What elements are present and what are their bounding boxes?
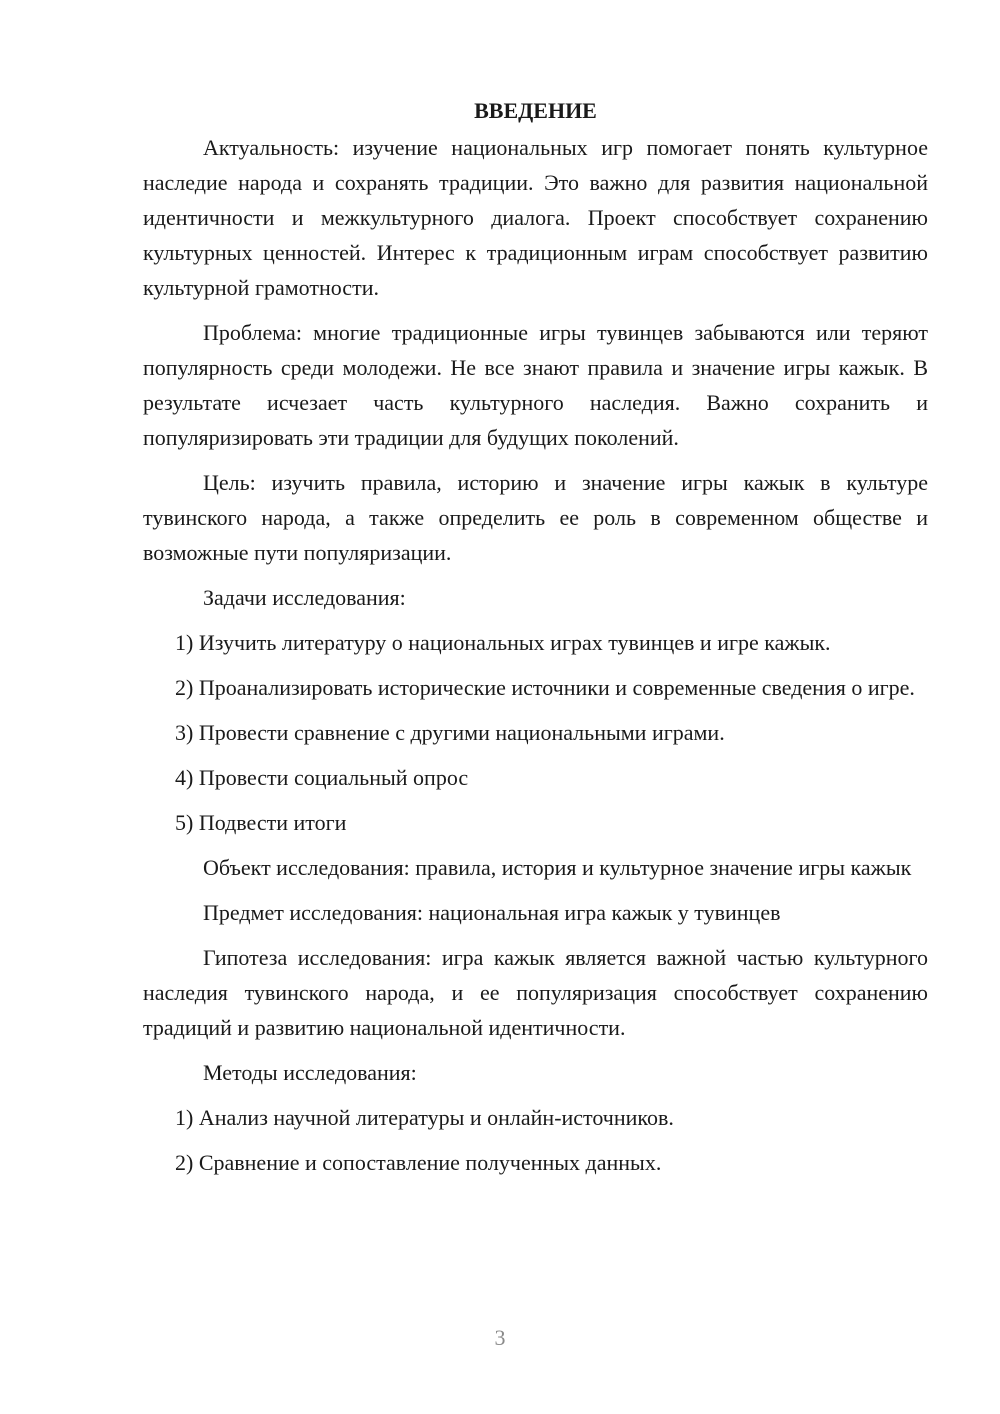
object-paragraph: Объект исследования: правила, история и культурное значение игры кажык bbox=[203, 855, 912, 880]
subject-paragraph: Предмет исследования: национальная игра кажык у тувинцев bbox=[203, 900, 781, 925]
method-item-2: 2) Сравнение и сопоставление полученных данных. bbox=[175, 1150, 662, 1175]
page-number: 3 bbox=[494, 1325, 506, 1350]
document-page bbox=[143, 92, 928, 1180]
hypothesis-paragraph: Гипотеза исследования: игра кажык является важной частью культурного наследия тувинского народа, и ее популяризация способствует сохранению традиций и развитию национальной идентичности. bbox=[143, 945, 928, 1040]
page-title: ВВЕДЕНИЕ bbox=[474, 98, 597, 123]
problem-paragraph: Проблема: многие традиционные игры тувинцев забываются или теряют популярность среди молодежи. Не все знают правила и значение игры кажык. В результате исчезает часть культурного наследия. Важно сохранить и популяризировать эти традиции для будущих поколений. bbox=[143, 320, 928, 450]
task-item-3: 3) Провести сравнение с другими национальными играми. bbox=[175, 720, 725, 745]
task-item-5: 5) Подвести итоги bbox=[175, 810, 347, 835]
task-item-2: 2) Проанализировать исторические источники и современные сведения о игре. bbox=[175, 675, 915, 700]
method-item-1: 1) Анализ научной литературы и онлайн-источников. bbox=[175, 1105, 674, 1130]
goal-paragraph: Цель: изучить правила, историю и значение игры кажык в культуре тувинского народа, а также определить ее роль в современном обществе и возможные пути популяризации. bbox=[143, 470, 928, 565]
tasks-heading: Задачи исследования: bbox=[203, 585, 406, 610]
task-item-1: 1) Изучить литературу о национальных играх тувинцев и игре кажык. bbox=[175, 630, 831, 655]
relevance-paragraph: Актуальность: изучение национальных игр помогает понять культурное наследие народа и сохранять традиции. Это важно для развития национальной идентичности и межкультурного диалога. Проект способствует сохранению культурных ценностей. Интерес к традиционным играм способствует развитию культурной грамотности. bbox=[143, 135, 928, 300]
task-item-4: 4) Провести социальный опрос bbox=[175, 765, 469, 790]
methods-heading: Методы исследования: bbox=[203, 1060, 417, 1085]
